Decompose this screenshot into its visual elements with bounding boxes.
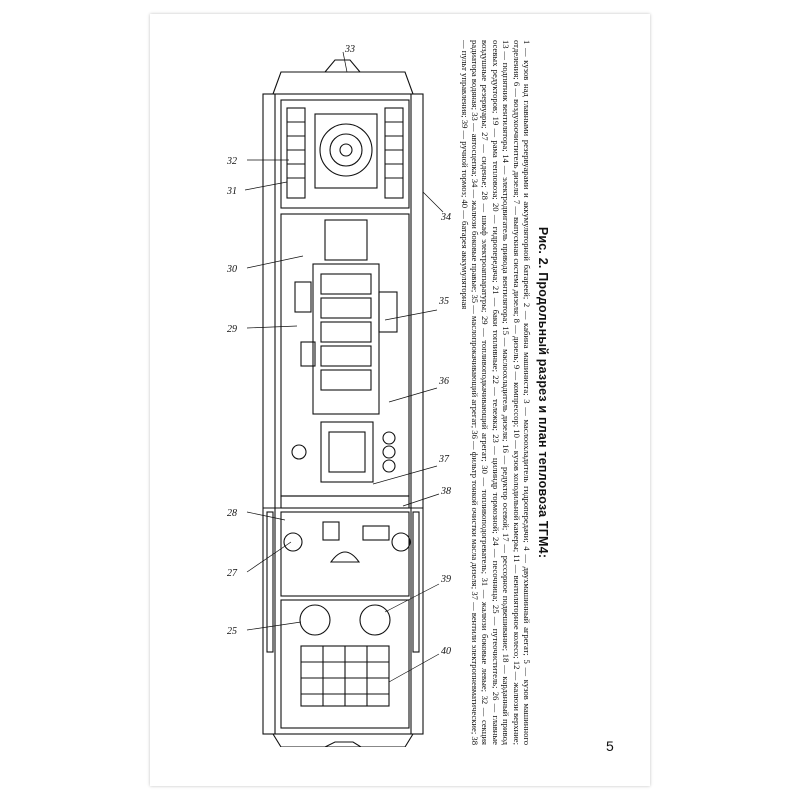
front-buffer-beam [273,72,413,94]
radiator-compartment [281,100,409,208]
figure-caption-block [420,40,550,745]
figure-title: Рис. 2. Продольный разрез и план тепловоза ТГМ4: [536,226,550,559]
page-number: 5 [606,738,614,754]
callout-38: 38 [441,486,451,497]
callout-35: 35 [439,296,449,307]
callout-33: 33 [345,44,355,55]
driver-cab [281,512,409,596]
rear-buffer-beam [273,734,413,747]
diesel-engine [313,264,379,414]
callout-27: 27 [227,568,237,579]
callout-36: 36 [439,376,449,387]
figure-legend: 1 — кузов над главными резервуарами и аккумуляторной батареей; 2 — кабина машиниста; 3 — маслоохладитель гидропередачи; 4 — двухмашинный агрегат; 5 — кузов машинного отделения; 6 — воздухоочиститель дизеля; 7 — выпускная система дизеля; 8 — дизель; 9 — компрессор; 10 — кузов холодильной камеры; 11 — вентиляторное колесо; 12 — жалюзи верхние; 13 — подпятник вентилятора; 14 — электродвигатель привода вентилятора; 15 — маслоохладитель дизеля; 16 — редуктор осевой; 17 — рессорное подвешивание; 18 — карданный привод осевых редукторов; 19 — рама тепловоза; 20 — гидропередача; 21 — баки топливные; 22 — тележка; 23 — цилиндр тормозной; 24 — песочница; 25 — путеочиститель; 26 — главные воздушные резервуары; 27 — сиденье; 28 — шкаф электроаппаратуры; 29 — топливоподкачивающий агрегат; 30 — топливоподогреватель; 31 — жалюзи боковые левые; 32 — секция радиатора водяная; 33 — автосцепка; 34 — жалюзи боковые правые; 35 — маслопрокачивающий агрегат; 36 — фильтр тонкой очистки масла дизеля; 37 — вентили электропневматические; 38 — пульт управления; 39 — ручной тормоз; 40 — батарея аккумуляторная [459,40,532,745]
callout-39: 39 [441,574,451,585]
callout-25: 25 [227,626,237,637]
main-air-reservoir-right [360,605,390,635]
callout-32: 32 [227,156,237,167]
callout-30: 30 [227,264,237,275]
fan-wheel [320,124,372,176]
callout-29: 29 [227,324,237,335]
callout-34: 34 [441,212,451,223]
callout-40: 40 [441,646,451,657]
callout-28: 28 [227,508,237,519]
callout-37: 37 [439,454,449,465]
callout-31: 31 [227,186,237,197]
main-air-reservoir-left [300,605,330,635]
